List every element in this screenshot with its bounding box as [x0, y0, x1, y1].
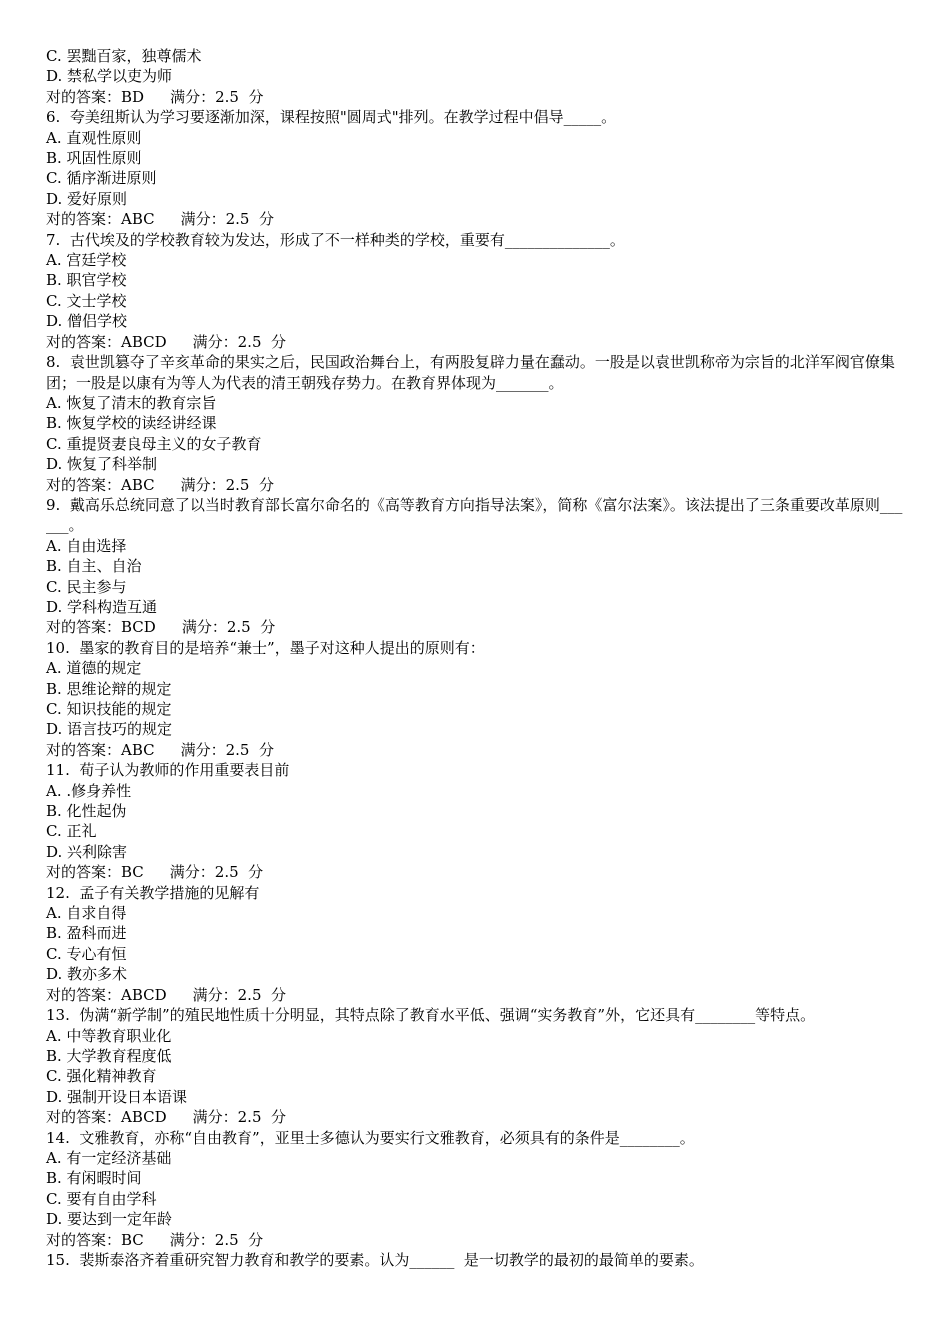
- option-a: A. 中等教育职业化: [46, 1026, 172, 1045]
- option-d: D. 要达到一定年龄: [46, 1210, 173, 1229]
- score-text: 满分：2.5 分: [192, 1108, 287, 1127]
- document-page: [46, 46, 908, 1270]
- option-c: C. 专心有恒: [46, 944, 127, 963]
- option-b: B. 巩固性原则: [46, 149, 142, 168]
- question-stem: 6. 夸美纽斯认为学习要逐渐加深，课程按照"圆周式"排列。在教学过程中倡导_____。: [46, 108, 617, 127]
- option-c: C. 循序渐进原则: [46, 169, 157, 188]
- answer-text: 对的答案：ABCD: [46, 1108, 167, 1127]
- answer-text: 对的答案：ABCD: [46, 332, 167, 351]
- option-c: C. 重提贤妻良母主义的女子教育: [46, 434, 262, 453]
- answer-line: [46, 87, 908, 107]
- option-c: C. 文士学校: [46, 291, 127, 310]
- question-7: [46, 230, 908, 352]
- question-10: [46, 638, 908, 760]
- question-stem: 12. 孟子有关教学措施的见解有: [46, 883, 260, 902]
- answer-line: [46, 985, 908, 1005]
- option-b: B. 大学教育程度低: [46, 1046, 172, 1065]
- answer-line: [46, 1230, 908, 1250]
- answer-line: [46, 862, 908, 882]
- question-stem: 15. 裴斯泰洛齐着重研究智力教育和教学的要素。认为______ 是一切教学的最初的最简单的要素。: [46, 1250, 704, 1269]
- answer-line: [46, 617, 908, 637]
- answer-text: 对的答案：ABCD: [46, 985, 167, 1004]
- score-text: 满分：2.5 分: [192, 985, 287, 1004]
- score-text: 满分：2.5 分: [180, 740, 275, 759]
- answer-line: [46, 1107, 908, 1127]
- answer-text: 对的答案：BC: [46, 1230, 144, 1249]
- option-d: D. 强制开设日本语课: [46, 1087, 188, 1106]
- option-d: D. 语言技巧的规定: [46, 720, 173, 739]
- option-c: C. 民主参与: [46, 577, 127, 596]
- answer-text: 对的答案：BCD: [46, 618, 156, 637]
- option-b: B. 职官学校: [46, 271, 127, 290]
- option-a: A. 有一定经济基础: [46, 1148, 172, 1167]
- option-a: A. 恢复了清末的教育宗旨: [46, 393, 217, 412]
- question-stem: 8. 袁世凯篡夺了辛亥革命的果实之后，民国政治舞台上，有两股复辟力量在蠢动。一股是以袁世凯称帝为宗旨的北洋军阀官僚集团；一股是以康有为等人为代表的清王朝残存势力。在教育界体现为_______。: [46, 353, 895, 392]
- option-c: C. 强化精神教育: [46, 1067, 157, 1086]
- score-text: 满分：2.5 分: [192, 332, 287, 351]
- option-a: A. 自由选择: [46, 536, 127, 555]
- answer-line: [46, 740, 908, 760]
- answer-text: 对的答案：ABC: [46, 475, 155, 494]
- question-stem: 11. 荀子认为教师的作用重要表目前: [46, 761, 290, 780]
- question-stem: 7. 古代埃及的学校教育较为发达，形成了不一样种类的学校，重要有______________。: [46, 230, 625, 249]
- question-11: [46, 760, 908, 882]
- question-6: [46, 107, 908, 229]
- question-14: [46, 1128, 908, 1250]
- option-a: A. 自求自得: [46, 904, 127, 923]
- option-b: B. 自主、自治: [46, 557, 142, 576]
- question-stem: 14. 文雅教育，亦称“自由教育”，亚里士多德认为要实行文雅教育，必须具有的条件是________。: [46, 1128, 695, 1147]
- question-13: [46, 1005, 908, 1127]
- option-d: D. 兴利除害: [46, 842, 128, 861]
- option-c: C. 罢黜百家，独尊儒术: [46, 47, 202, 65]
- option-d: D. 教亦多术: [46, 965, 128, 984]
- question-stem: 10. 墨家的教育目的是培养“兼士”，墨子对这种人提出的原则有：: [46, 638, 485, 657]
- option-b: B. 盈科而进: [46, 924, 127, 943]
- answer-text: 对的答案：BC: [46, 863, 144, 882]
- answer-text: 对的答案：ABC: [46, 740, 155, 759]
- question-12: [46, 883, 908, 1005]
- option-b: B. 化性起伪: [46, 802, 127, 821]
- score-text: 满分：2.5 分: [169, 1230, 264, 1249]
- score-text: 满分：2.5 分: [169, 863, 264, 882]
- option-a: A. 直观性原则: [46, 128, 142, 147]
- option-d: D. 学科构造互通: [46, 597, 158, 616]
- option-a: A. 道德的规定: [46, 659, 142, 678]
- answer-line: [46, 475, 908, 495]
- question-15: [46, 1250, 908, 1270]
- option-c: C. 要有自由学科: [46, 1189, 157, 1208]
- question-stem: 9. 戴高乐总统同意了以当时教育部长富尔命名的《高等教育方向指导法案》，简称《富尔法案》。该法提出了三条重要改革原则______。: [46, 495, 903, 535]
- question-9: [46, 495, 908, 638]
- option-c: C. 知识技能的规定: [46, 700, 172, 718]
- option-b: B. 思维论辩的规定: [46, 679, 172, 698]
- option-a: A. 宫廷学校: [46, 251, 127, 270]
- option-c: C. 正礼: [46, 822, 97, 841]
- option-d: D. 爱好原则: [46, 189, 128, 208]
- answer-text: 对的答案：ABC: [46, 210, 155, 229]
- option-a: A. .修身养性: [46, 781, 132, 800]
- question-stem: 13. 伪满“新学制”的殖民地性质十分明显，其特点除了教育水平低、强调“实务教育”外，它还具有________等特点。: [46, 1006, 816, 1025]
- score-text: 满分：2.5 分: [180, 210, 275, 229]
- score-text: 满分：2.5 分: [180, 475, 275, 494]
- question-8: [46, 352, 908, 495]
- score-text: 满分：2.5 分: [181, 618, 276, 637]
- option-d: D. 僧侣学校: [46, 312, 128, 331]
- option-d: D. 禁私学以吏为师: [46, 67, 173, 86]
- answer-line: [46, 332, 908, 352]
- score-text: 满分：2.5 分: [170, 87, 264, 106]
- option-b: B. 有闲暇时间: [46, 1169, 142, 1188]
- answer-text: 对的答案：BD: [46, 87, 145, 106]
- option-b: B. 恢复学校的读经讲经课: [46, 414, 217, 433]
- option-d: D. 恢复了科举制: [46, 455, 158, 474]
- answer-line: [46, 209, 908, 229]
